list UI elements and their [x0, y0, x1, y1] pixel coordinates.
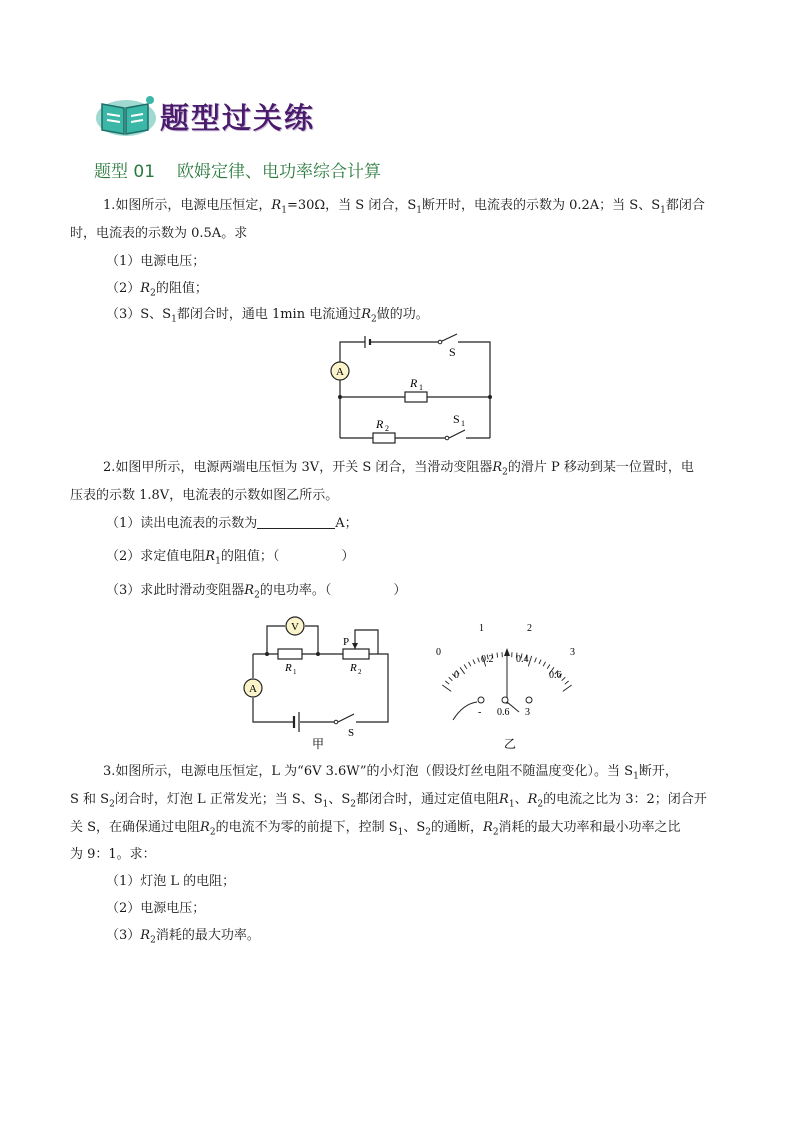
answer-blank[interactable]: [257, 514, 335, 529]
svg-text:R: R: [285, 662, 292, 674]
svg-text:1: 1: [419, 383, 423, 392]
section-label: 题型 01: [94, 162, 156, 182]
svg-text:1: 1: [293, 668, 297, 676]
q3-line-1: 3.如图所示，电源电压恒定，L 为“6V 3.6W”的小灯泡（假设灯丝电阻不随温度变化）。当 $S_1$断开，: [103, 764, 678, 782]
svg-text:-: -: [478, 707, 482, 718]
svg-text:甲: 甲: [311, 737, 325, 751]
q1-line-1: 1.如图所示，电源电压恒定，$R_1=30\Omega$，当 S 闭合，$S_1$断开时，电流表的示数为 0.2A；当 S、$S_1$都闭合: [103, 198, 705, 216]
svg-text:0.6: 0.6: [497, 707, 510, 718]
svg-text:3: 3: [525, 707, 530, 718]
svg-text:1: 1: [479, 623, 484, 634]
svg-text:2: 2: [385, 424, 389, 433]
dial-tick: [464, 665, 467, 669]
svg-text:S: S: [453, 412, 460, 426]
svg-text:S: S: [449, 345, 456, 359]
q2-circuit-diagram: [238, 612, 398, 757]
dial-tick: [563, 685, 572, 691]
dial-tick: [445, 681, 449, 684]
q2-line-1: 2.如图甲所示，电源两端电压恒为 3V，开关 S 闭合，当滑动变阻器$R_2$的滑片 P 移动到某一位置时，电: [103, 460, 694, 478]
dial-tick: [539, 660, 541, 665]
q2-line-2: 压表的示数 1.8V，电流表的示数如图乙所示。: [70, 488, 339, 503]
svg-text:P: P: [343, 636, 350, 648]
svg-text:R: R: [410, 376, 418, 390]
svg-text:0.2: 0.2: [481, 654, 494, 665]
svg-text:R: R: [376, 417, 384, 431]
dial-tick: [469, 662, 471, 666]
svg-text:0.6: 0.6: [549, 670, 562, 681]
dial-tick: [460, 667, 465, 674]
inner-scale-labels: [454, 654, 562, 681]
svg-text:A: A: [249, 683, 257, 695]
svg-text:V: V: [291, 621, 299, 633]
dial-tick: [543, 662, 545, 666]
dial-tick: [528, 656, 531, 667]
q3-line-2: S 和 $S_2$闭合时，灯泡 L 正常发光；当 S、$S_1$、$S_2$都闭合时，通过定值电阻$R_1$、$R_2$的电流之比为 3：2；闭合开: [70, 792, 707, 810]
q3-sub-1: （1）灯泡 L 的电阻；: [106, 874, 236, 889]
svg-text:乙: 乙: [503, 737, 517, 751]
dial-tick: [535, 658, 537, 663]
q1-circuit-diagram: [325, 330, 500, 445]
banner-title: 题型过关练: [160, 101, 316, 135]
svg-text:2: 2: [358, 668, 362, 676]
dial-tick: [497, 653, 498, 658]
section-title: 欧姆定律、电功率综合计算: [177, 162, 382, 182]
q1-line-2: 时，电流表的示数为 0.5A。求: [70, 226, 248, 241]
svg-text:R: R: [350, 662, 357, 674]
q3-line-3: 关 S，在确保通过电阻$R_2$的电流不为零的前提下，控制 $S_1$、$S_2$的通断，$R_2$消耗的最大功率和最小功率之比: [70, 820, 681, 838]
q1-sub-1: （1）电源电压；: [106, 254, 206, 269]
q2-sub-2: （2）求定值电阻$R_1$的阻值；（ ）: [106, 549, 355, 567]
svg-text:A: A: [336, 366, 344, 378]
svg-text:3: 3: [570, 647, 575, 658]
svg-text:1: 1: [461, 419, 465, 428]
dial-tick: [562, 677, 566, 681]
svg-text:0: 0: [436, 647, 441, 658]
dial-tick: [449, 677, 453, 681]
q2-sub-3: （3）求此时滑动变阻器$R_2$的电功率。（ ）: [106, 583, 407, 601]
svg-text:2: 2: [527, 623, 532, 634]
dial-tick: [473, 660, 475, 665]
dial-tick: [442, 685, 451, 691]
q2-sub-1: （1）读出电流表的示数为 A；: [106, 516, 358, 531]
section-heading: [94, 157, 381, 182]
dial-tick: [565, 681, 569, 684]
q3-sub-2: （2）电源电压；: [106, 901, 206, 916]
q3-sub-3: $(3)R_2$消耗的最大功率。: [106, 928, 260, 946]
q1-sub-3: （3）S、$S_1$都闭合时，通电 1min 电流通过$R_2$做的功。: [106, 307, 429, 325]
q3-line-4: 为 9：1。求：: [70, 847, 156, 862]
svg-text:0: 0: [454, 670, 459, 681]
q1-sub-2: $(2)R_2$的阻值；: [106, 281, 208, 299]
dial-tick: [478, 658, 480, 663]
dial-tick: [547, 665, 550, 669]
svg-text:0.4: 0.4: [516, 654, 529, 665]
ammeter-dial-diagram: [425, 612, 585, 757]
svg-text:S: S: [348, 727, 355, 739]
